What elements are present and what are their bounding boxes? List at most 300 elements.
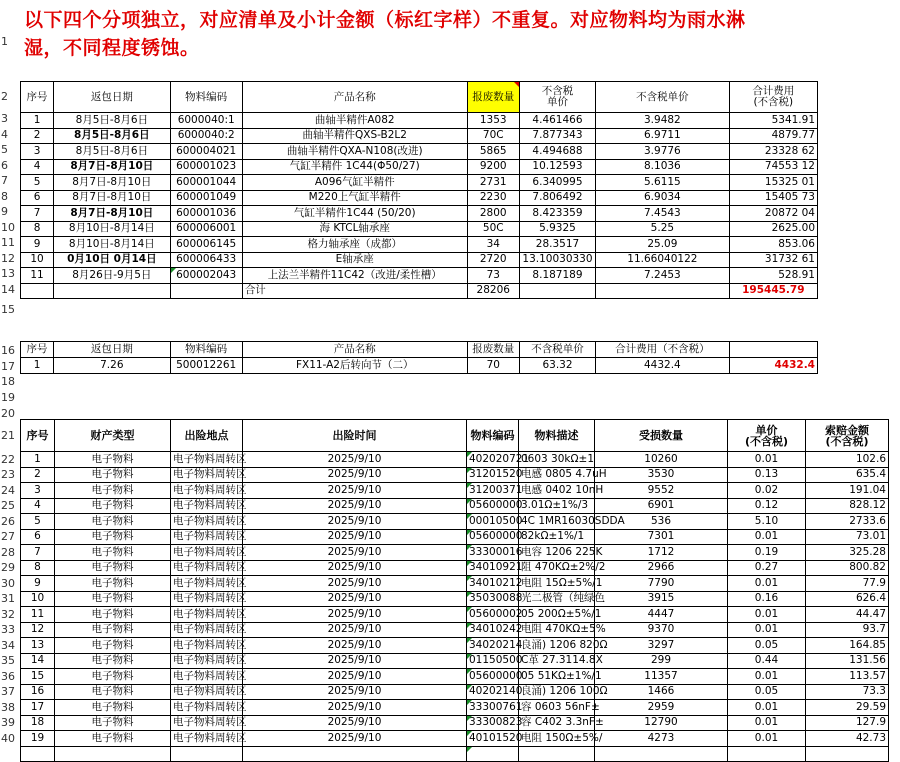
data-cell[interactable]: 9 [21, 237, 54, 253]
data-cell[interactable]: A096气缸半精件 [242, 175, 467, 191]
row-number[interactable]: 14 [1, 282, 15, 296]
data-cell[interactable]: 6 [21, 529, 55, 545]
data-cell[interactable]: 34010242 [467, 622, 519, 638]
row-number[interactable]: 28 [1, 545, 15, 559]
data-cell[interactable]: 2966 [595, 560, 728, 576]
data-cell[interactable]: 电子物料周转区 [171, 498, 243, 514]
total-label[interactable]: 合计 [242, 283, 467, 299]
data-cell[interactable]: 0.16 [728, 591, 806, 607]
column-header[interactable]: 产品名称 [242, 342, 467, 358]
data-cell[interactable]: 阻 470KΩ±2%/2 [519, 560, 595, 576]
row-number[interactable]: 6 [1, 158, 8, 172]
data-cell[interactable]: 6 [21, 190, 54, 206]
column-header[interactable]: 返包日期 [54, 82, 170, 113]
data-cell[interactable]: 电子物料周转区 [171, 638, 243, 654]
data-cell[interactable]: 6000040:2 [170, 128, 242, 144]
data-cell[interactable]: 4432.4 [596, 358, 730, 374]
data-cell[interactable]: 2025/9/10 [243, 700, 467, 716]
data-cell[interactable]: 0月10日 0月14日 [54, 252, 170, 268]
data-cell[interactable]: 7.806492 [519, 190, 595, 206]
data-cell[interactable]: 2800 [467, 206, 519, 222]
empty-cell[interactable] [519, 283, 595, 299]
data-cell[interactable]: 电子物料周转区 [171, 467, 243, 483]
data-cell[interactable]: M220上气缸半精件 [242, 190, 467, 206]
data-cell[interactable]: 05600002 [467, 607, 519, 623]
row-number[interactable]: 22 [1, 452, 15, 466]
total-quantity[interactable]: 28206 [467, 283, 519, 299]
data-cell[interactable]: 82kΩ±1%/1 [519, 529, 595, 545]
row-number[interactable]: 29 [1, 560, 15, 574]
total-amount[interactable]: 195445.79 [729, 283, 817, 299]
empty-cell[interactable] [729, 342, 817, 358]
data-cell[interactable]: 102.6 [806, 452, 889, 468]
data-cell[interactable]: 600004021 [170, 144, 242, 160]
data-cell[interactable]: 电子物料 [55, 669, 171, 685]
data-cell[interactable]: 2025/9/10 [243, 514, 467, 530]
data-cell[interactable]: 0.27 [728, 560, 806, 576]
row-number[interactable]: 39 [1, 715, 15, 729]
data-cell[interactable]: 2025/9/10 [243, 684, 467, 700]
data-cell[interactable]: 电子物料 [55, 731, 171, 747]
data-cell[interactable]: 600001036 [170, 206, 242, 222]
data-cell[interactable]: 9552 [595, 483, 728, 499]
data-cell[interactable]: 8月5日-8月6日 [54, 113, 170, 129]
data-cell[interactable]: 6.340995 [519, 175, 595, 191]
data-cell[interactable]: 电子物料 [55, 700, 171, 716]
data-cell[interactable]: 电子物料 [55, 622, 171, 638]
data-cell[interactable]: 电阻 150Ω±5%/ [519, 731, 595, 747]
data-cell[interactable]: 05 200Ω±5%/1 [519, 607, 595, 623]
data-cell[interactable]: 5 [21, 514, 55, 530]
data-cell[interactable]: 635.4 [806, 467, 889, 483]
data-cell[interactable]: 70C [467, 128, 519, 144]
empty-cell[interactable] [21, 283, 54, 299]
data-cell[interactable]: 05600000 [467, 529, 519, 545]
data-cell[interactable]: 44.47 [806, 607, 889, 623]
data-cell[interactable]: 4879.77 [729, 128, 817, 144]
row-number[interactable]: 32 [1, 607, 15, 621]
data-cell[interactable]: 3297 [595, 638, 728, 654]
data-cell[interactable]: 8 [21, 221, 54, 237]
data-cell[interactable]: 8.423359 [519, 206, 595, 222]
column-header[interactable]: 财产类型 [55, 420, 171, 452]
column-header[interactable]: 不含税单价 [596, 82, 730, 113]
data-cell[interactable]: 12 [21, 622, 55, 638]
data-cell[interactable] [728, 746, 806, 762]
data-cell[interactable]: 7790 [595, 576, 728, 592]
data-cell[interactable]: 8月7日-8月10日 [54, 175, 170, 191]
data-cell[interactable]: 电子物料 [55, 560, 171, 576]
data-cell[interactable]: 10.12593 [519, 159, 595, 175]
data-cell[interactable]: 127.9 [806, 715, 889, 731]
data-cell[interactable] [21, 746, 55, 762]
data-cell[interactable]: 2025/9/10 [243, 591, 467, 607]
data-cell[interactable]: 电子物料周转区 [171, 731, 243, 747]
data-cell[interactable]: 33300823 [467, 715, 519, 731]
data-cell[interactable]: 4 [21, 159, 54, 175]
data-cell[interactable]: 0.19 [728, 545, 806, 561]
data-cell[interactable]: 20872 04 [729, 206, 817, 222]
data-cell[interactable]: 402020721 [467, 452, 519, 468]
data-cell[interactable]: 5865 [467, 144, 519, 160]
row-number[interactable]: 5 [1, 142, 8, 156]
data-cell[interactable] [806, 746, 889, 762]
data-cell[interactable]: 电子物料周转区 [171, 560, 243, 576]
data-cell[interactable]: 气缸半精件 1C44(Φ50/27) [242, 159, 467, 175]
row-number[interactable]: 24 [1, 483, 15, 497]
data-cell[interactable]: 曲轴半精件QXS-B2L2 [242, 128, 467, 144]
data-cell[interactable]: 31200371 [467, 483, 519, 499]
data-cell[interactable]: 15325 01 [729, 175, 817, 191]
data-cell[interactable]: 电子物料周转区 [171, 653, 243, 669]
data-cell[interactable]: 容 0603 56nF± [519, 700, 595, 716]
data-cell[interactable]: 8月5日-8月6日 [54, 144, 170, 160]
data-cell[interactable]: 19 [21, 731, 55, 747]
data-cell[interactable]: 853.06 [729, 237, 817, 253]
row-number[interactable]: 18 [1, 374, 15, 388]
column-header[interactable]: 序号 [21, 420, 55, 452]
data-cell[interactable]: 299 [595, 653, 728, 669]
row-number[interactable]: 12 [1, 251, 15, 265]
data-cell[interactable]: 31732 61 [729, 252, 817, 268]
row-number[interactable]: 25 [1, 498, 15, 512]
data-cell[interactable]: 0.01 [728, 529, 806, 545]
data-cell[interactable]: 5.6115 [596, 175, 730, 191]
data-cell[interactable]: 15 [21, 669, 55, 685]
row-number[interactable]: 40 [1, 731, 15, 745]
data-cell[interactable]: 600002043 [170, 268, 242, 284]
data-cell[interactable]: 5.10 [728, 514, 806, 530]
data-cell[interactable]: 格力轴承座（成都） [242, 237, 467, 253]
data-cell[interactable]: 29.59 [806, 700, 889, 716]
data-cell[interactable]: 0.01 [728, 700, 806, 716]
data-cell[interactable]: 2025/9/10 [243, 498, 467, 514]
data-cell[interactable]: 40101520 [467, 731, 519, 747]
data-cell[interactable]: 34020214 [467, 638, 519, 654]
data-cell[interactable]: 电子物料 [55, 576, 171, 592]
data-cell[interactable]: 500012261 [170, 358, 242, 374]
data-cell[interactable]: 气缸半精件1C44 (50/20) [242, 206, 467, 222]
data-cell[interactable]: 8 [21, 560, 55, 576]
data-cell[interactable]: 7.2453 [596, 268, 730, 284]
data-cell[interactable] [243, 746, 467, 762]
data-cell[interactable]: 05600000 [467, 669, 519, 685]
data-cell[interactable]: 0.12 [728, 498, 806, 514]
data-cell[interactable]: 4 [21, 498, 55, 514]
column-header[interactable]: 报废数量 [467, 82, 519, 113]
data-cell[interactable]: 11 [21, 268, 54, 284]
data-cell[interactable]: 1 [21, 358, 54, 374]
data-cell[interactable]: 5 [21, 175, 54, 191]
data-cell[interactable]: 4.494688 [519, 144, 595, 160]
data-cell[interactable]: 8月7日-8月10日 [54, 159, 170, 175]
row-number[interactable]: 1 [1, 34, 8, 48]
data-cell[interactable]: 191.04 [806, 483, 889, 499]
data-cell[interactable]: 容 C402 3.3nF± [519, 715, 595, 731]
data-cell[interactable]: 8月7日-8月10日 [54, 190, 170, 206]
data-cell[interactable]: 12790 [595, 715, 728, 731]
data-cell[interactable]: 5341.91 [729, 113, 817, 129]
data-cell[interactable]: 77.9 [806, 576, 889, 592]
data-cell[interactable]: 40202140 [467, 684, 519, 700]
data-cell[interactable]: 电感 0805 4.7uH [519, 467, 595, 483]
data-cell[interactable]: 6.9711 [596, 128, 730, 144]
data-cell[interactable]: 536 [595, 514, 728, 530]
data-cell[interactable]: 电阻 15Ω±5%/1 [519, 576, 595, 592]
column-header[interactable]: 出险时间 [243, 420, 467, 452]
data-cell[interactable]: 18 [21, 715, 55, 731]
data-cell[interactable]: 13.10030330 [519, 252, 595, 268]
data-cell[interactable]: 600001049 [170, 190, 242, 206]
data-cell[interactable]: 8月7日-8月10日 [54, 206, 170, 222]
data-cell[interactable]: 528.91 [729, 268, 817, 284]
data-cell[interactable]: 8.1036 [596, 159, 730, 175]
data-cell[interactable]: 电子物料 [55, 452, 171, 468]
data-cell[interactable]: 7 [21, 206, 54, 222]
column-header[interactable]: 不含税 单价 [519, 82, 595, 113]
row-number[interactable]: 13 [1, 266, 15, 280]
data-cell[interactable]: 10 [21, 591, 55, 607]
data-cell[interactable]: 1353 [467, 113, 519, 129]
row-number[interactable]: 31 [1, 591, 15, 605]
data-cell[interactable]: 2720 [467, 252, 519, 268]
column-header[interactable]: 序号 [21, 82, 54, 113]
data-cell[interactable]: 电子物料周转区 [171, 622, 243, 638]
data-cell[interactable]: 8月10日-8月14日 [54, 221, 170, 237]
row-number[interactable]: 15 [1, 302, 15, 316]
data-cell[interactable]: 11 [21, 607, 55, 623]
data-cell[interactable]: 上法兰半精件11C42（改进/柔性槽） [242, 268, 467, 284]
data-cell[interactable]: 7 [21, 545, 55, 561]
data-cell[interactable]: 10260 [595, 452, 728, 468]
column-header[interactable]: 返包日期 [54, 342, 170, 358]
data-cell[interactable] [519, 746, 595, 762]
data-cell[interactable]: 113.57 [806, 669, 889, 685]
data-cell[interactable]: 63.32 [519, 358, 595, 374]
column-header[interactable]: 报废数量 [467, 342, 519, 358]
data-cell[interactable]: 电子物料 [55, 715, 171, 731]
row-number[interactable]: 37 [1, 684, 15, 698]
data-cell[interactable]: 4273 [595, 731, 728, 747]
data-cell[interactable]: 11357 [595, 669, 728, 685]
data-cell[interactable]: 800.82 [806, 560, 889, 576]
data-cell[interactable]: 电子物料 [55, 545, 171, 561]
data-cell[interactable]: 05 51KΩ±1%/1 [519, 669, 595, 685]
column-header[interactable]: 受损数量 [595, 420, 728, 452]
data-cell[interactable]: 电子物料 [55, 498, 171, 514]
data-cell[interactable]: 0.01 [728, 715, 806, 731]
data-cell[interactable]: 电子物料周转区 [171, 684, 243, 700]
data-cell[interactable]: 3915 [595, 591, 728, 607]
data-cell[interactable]: 0.05 [728, 638, 806, 654]
data-cell[interactable]: 33300761 [467, 700, 519, 716]
data-cell[interactable]: 光二极管（纯绿色 [519, 591, 595, 607]
data-cell[interactable]: 164.85 [806, 638, 889, 654]
data-cell[interactable]: 3.01Ω±1%/3 [519, 498, 595, 514]
row-number[interactable]: 34 [1, 638, 15, 652]
data-cell[interactable]: 3530 [595, 467, 728, 483]
data-cell[interactable]: 2025/9/10 [243, 452, 467, 468]
data-cell[interactable]: 电子物料 [55, 467, 171, 483]
data-cell[interactable]: 3.9482 [596, 113, 730, 129]
data-cell[interactable]: 2959 [595, 700, 728, 716]
data-cell[interactable]: 0.05 [728, 684, 806, 700]
data-cell[interactable]: 00010500 [467, 514, 519, 530]
data-cell[interactable]: 2733.6 [806, 514, 889, 530]
data-cell[interactable]: 3 [21, 483, 55, 499]
data-cell[interactable]: 2025/9/10 [243, 715, 467, 731]
data-cell[interactable]: 6.9034 [596, 190, 730, 206]
data-cell[interactable]: 14 [21, 653, 55, 669]
data-cell[interactable]: 9 [21, 576, 55, 592]
data-cell[interactable]: 828.12 [806, 498, 889, 514]
data-cell[interactable]: 电子物料 [55, 591, 171, 607]
data-cell[interactable]: 7.4543 [596, 206, 730, 222]
data-cell[interactable]: 4C 1MR16030SDDA [519, 514, 595, 530]
column-header[interactable]: 不含税单价 [519, 342, 595, 358]
data-cell[interactable] [55, 746, 171, 762]
data-cell[interactable]: 2025/9/10 [243, 669, 467, 685]
data-cell[interactable]: 电阻 470KΩ±5% [519, 622, 595, 638]
column-header[interactable]: 产品名称 [242, 82, 467, 113]
data-cell[interactable]: 23328 62 [729, 144, 817, 160]
data-cell[interactable]: 600001044 [170, 175, 242, 191]
row-number[interactable]: 16 [1, 343, 15, 357]
data-cell[interactable]: 600001023 [170, 159, 242, 175]
data-cell[interactable]: 600006433 [170, 252, 242, 268]
data-cell[interactable]: E轴承座 [242, 252, 467, 268]
data-cell[interactable]: 电子物料周转区 [171, 529, 243, 545]
data-cell[interactable]: 6901 [595, 498, 728, 514]
row-number[interactable]: 10 [1, 220, 15, 234]
empty-cell[interactable] [596, 283, 730, 299]
data-cell[interactable]: 3 [21, 144, 54, 160]
data-cell[interactable]: 电子物料周转区 [171, 514, 243, 530]
data-cell[interactable]: 良涌) 1206 100Ω [519, 684, 595, 700]
data-cell[interactable]: 电子物料 [55, 638, 171, 654]
data-cell[interactable]: 2025/9/10 [243, 607, 467, 623]
data-cell[interactable]: 电子物料周转区 [171, 607, 243, 623]
data-cell[interactable]: 电子物料周转区 [171, 700, 243, 716]
row-number[interactable]: 8 [1, 189, 8, 203]
data-cell[interactable]: 海 KTCL轴承座 [242, 221, 467, 237]
column-header[interactable]: 物料编码 [170, 82, 242, 113]
data-cell[interactable]: 8月26日-9月5日 [54, 268, 170, 284]
row-number[interactable]: 36 [1, 669, 15, 683]
data-cell[interactable]: 电子物料 [55, 684, 171, 700]
data-cell[interactable]: 电子物料 [55, 607, 171, 623]
data-cell[interactable]: 2025/9/10 [243, 576, 467, 592]
row-number[interactable]: 17 [1, 359, 15, 373]
data-cell[interactable]: 16 [21, 684, 55, 700]
empty-cell[interactable] [54, 283, 170, 299]
data-cell[interactable]: 73.3 [806, 684, 889, 700]
data-cell[interactable]: 0.01 [728, 607, 806, 623]
data-cell[interactable]: 2731 [467, 175, 519, 191]
data-cell[interactable]: 0.44 [728, 653, 806, 669]
data-cell[interactable]: 良涌) 1206 820Ω [519, 638, 595, 654]
data-cell[interactable]: 电子物料周转区 [171, 669, 243, 685]
row-number[interactable]: 4 [1, 127, 8, 141]
data-cell[interactable]: 电感 0402 10nH [519, 483, 595, 499]
data-cell[interactable]: 电子物料 [55, 514, 171, 530]
row-number[interactable]: 27 [1, 529, 15, 543]
column-header[interactable]: 合计费用（不含税） [596, 342, 730, 358]
data-cell[interactable]: 0.01 [728, 576, 806, 592]
data-cell[interactable]: 8月5日-8月6日 [54, 128, 170, 144]
data-cell[interactable]: 25.09 [596, 237, 730, 253]
data-cell[interactable]: 2025/9/10 [243, 545, 467, 561]
data-cell[interactable]: 4447 [595, 607, 728, 623]
data-cell[interactable]: 0.13 [728, 467, 806, 483]
data-cell[interactable]: 7.877343 [519, 128, 595, 144]
data-cell[interactable]: 曲轴半精件QXA-N108(改进) [242, 144, 467, 160]
data-cell[interactable]: 8.187189 [519, 268, 595, 284]
data-cell[interactable]: 600006001 [170, 221, 242, 237]
data-cell[interactable]: 7301 [595, 529, 728, 545]
data-cell[interactable]: 电子物料周转区 [171, 452, 243, 468]
data-cell[interactable]: 0.01 [728, 669, 806, 685]
row-number[interactable]: 19 [1, 390, 15, 404]
row-number[interactable]: 21 [1, 429, 15, 442]
data-cell[interactable]: 电子物料周转区 [171, 576, 243, 592]
data-cell[interactable]: 600006145 [170, 237, 242, 253]
data-cell[interactable]: 05600000 [467, 498, 519, 514]
data-cell[interactable]: 74553 12 [729, 159, 817, 175]
data-cell[interactable]: 电子物料周转区 [171, 591, 243, 607]
data-cell[interactable]: 1 [21, 113, 54, 129]
data-cell[interactable]: 5.25 [596, 221, 730, 237]
data-cell[interactable]: 70 [467, 358, 519, 374]
data-cell[interactable]: 34010212 [467, 576, 519, 592]
data-cell[interactable]: 50C [467, 221, 519, 237]
data-cell[interactable]: 325.28 [806, 545, 889, 561]
data-cell[interactable] [467, 746, 519, 762]
empty-cell[interactable] [170, 283, 242, 299]
row-number[interactable]: 33 [1, 622, 15, 636]
data-cell[interactable]: 3.9776 [596, 144, 730, 160]
data-cell[interactable]: 2 [21, 128, 54, 144]
data-cell[interactable]: 0.02 [728, 483, 806, 499]
data-cell[interactable]: 2025/9/10 [243, 560, 467, 576]
data-cell[interactable]: 电子物料 [55, 529, 171, 545]
data-cell[interactable]: 电子物料 [55, 483, 171, 499]
data-cell[interactable]: 电子物料周转区 [171, 483, 243, 499]
data-cell[interactable]: 2 [21, 467, 55, 483]
row-number[interactable]: 3 [1, 111, 8, 125]
data-cell[interactable]: 73.01 [806, 529, 889, 545]
row-number[interactable]: 35 [1, 653, 15, 667]
data-cell[interactable]: 5.9325 [519, 221, 595, 237]
data-cell[interactable]: 7.26 [54, 358, 170, 374]
data-cell[interactable]: 2025/9/10 [243, 638, 467, 654]
data-cell[interactable]: 0.01 [728, 731, 806, 747]
row-number[interactable]: 9 [1, 204, 8, 218]
row-number[interactable]: 30 [1, 576, 15, 590]
data-cell[interactable]: 电容 1206 225K [519, 545, 595, 561]
data-cell[interactable]: 9200 [467, 159, 519, 175]
data-cell[interactable]: 2230 [467, 190, 519, 206]
data-cell[interactable]: 0.01 [728, 452, 806, 468]
subtotal-amount[interactable]: 4432.4 [729, 358, 817, 374]
data-cell[interactable]: 13 [21, 638, 55, 654]
data-cell[interactable] [595, 746, 728, 762]
data-cell[interactable]: 电子物料周转区 [171, 545, 243, 561]
data-cell[interactable]: 93.7 [806, 622, 889, 638]
data-cell[interactable]: 35030088 [467, 591, 519, 607]
data-cell[interactable]: 2025/9/10 [243, 529, 467, 545]
column-header[interactable]: 物料编码 [467, 420, 519, 452]
